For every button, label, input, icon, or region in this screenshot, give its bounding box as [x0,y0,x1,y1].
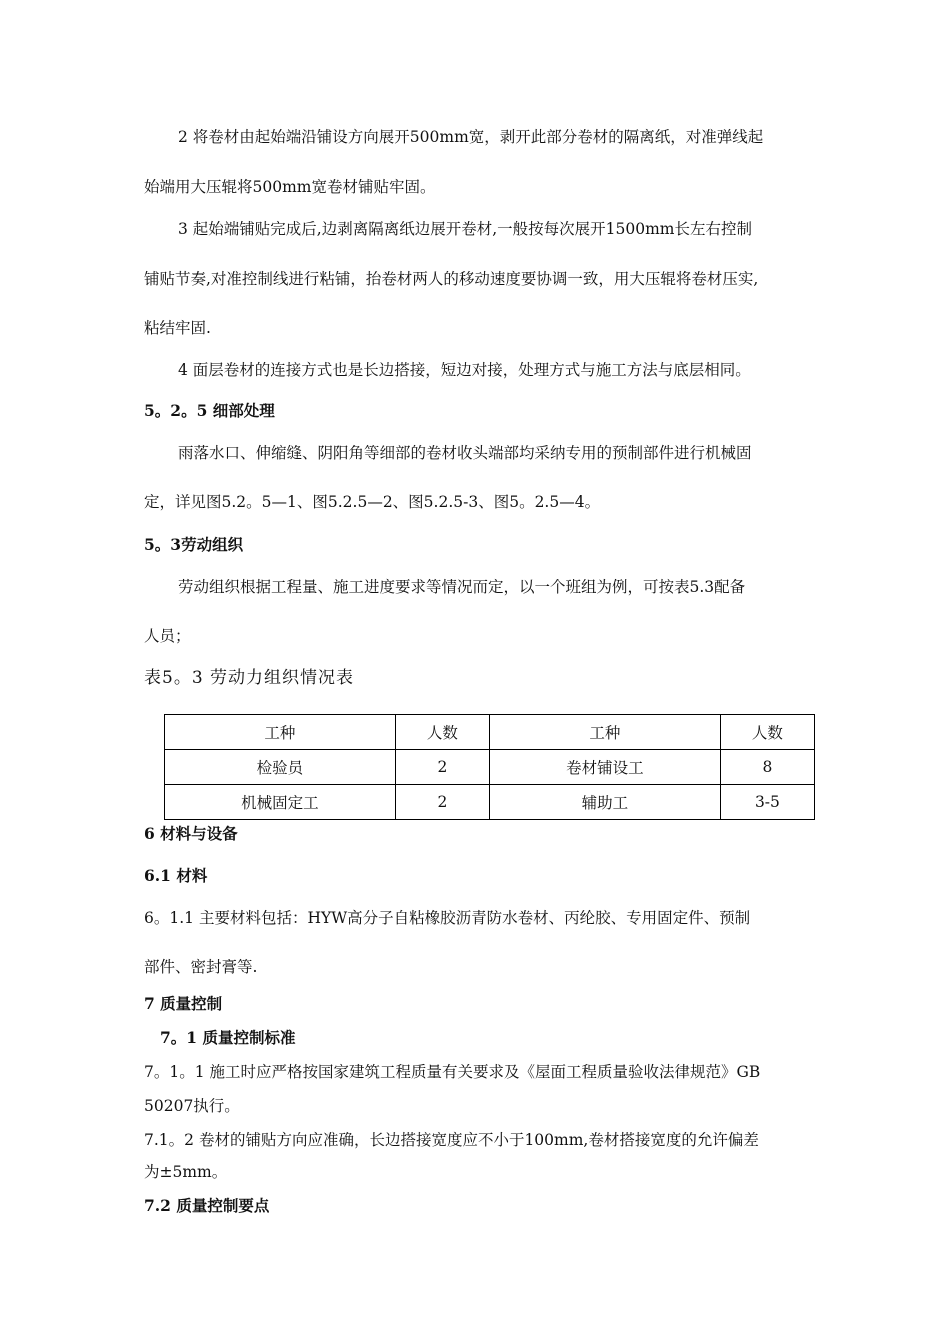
table-cell: 机械固定工 [165,785,396,820]
paragraph-7-1-2-line-2: 为±5mm。 [144,1163,228,1181]
heading-5-2-5: 5。2。5 细部处理 [144,401,275,420]
table-row [165,785,815,820]
table-cell: 检验员 [165,750,396,785]
table-header-cell: 工种 [165,715,396,750]
table-header-cell: 工种 [489,715,720,750]
table-header-row [165,715,815,750]
paragraph-step-2-line-1: 2 将卷材由起始端沿铺设方向展开500mm宽，剥开此部分卷材的隔离纸，对准弹线起 [178,128,764,146]
paragraph-step-3-line-3: 粘结牢固. [144,319,211,337]
table-cell: 3-5 [720,785,814,820]
paragraph-6-1-1-line-2: 部件、密封膏等. [144,958,258,976]
heading-6: 6 材料与设备 [144,824,238,843]
labor-organization-table [164,714,815,820]
paragraph-7-1-2-line-1: 7.1。2 卷材的铺贴方向应准确，长边搭接宽度应不小于100mm,卷材搭接宽度的允许偏差 [144,1131,759,1149]
heading-6-1: 6.1 材料 [144,866,208,885]
table-caption: 表5。3 劳动力组织情况表 [144,668,355,688]
paragraph-detail-line-2: 定，详见图5.2。5—1、图5.2.5—2、图5.2.5-3、图5。2.5—4。 [144,493,601,511]
table-cell: 8 [720,750,814,785]
table-header-cell: 人数 [395,715,489,750]
paragraph-7-1-1-line-1: 7。1。1 施工时应严格按国家建筑工程质量有关要求及《屋面工程质量验收法律规范》GB [144,1063,761,1081]
table-cell: 卷材铺设工 [489,750,720,785]
paragraph-step-3-line-1: 3 起始端铺贴完成后,边剥离隔离纸边展开卷材,一般按每次展开1500mm长左右控制 [178,220,752,238]
table-cell: 2 [395,785,489,820]
table-header-cell: 人数 [720,715,814,750]
paragraph-labor-line-1: 劳动组织根据工程量、施工进度要求等情况而定，以一个班组为例，可按表5.3配备 [178,578,746,596]
table-row [165,750,815,785]
paragraph-detail-line-1: 雨落水口、伸缩缝、阴阳角等细部的卷材收头端部均采纳专用的预制部件进行机械固 [178,444,752,462]
heading-7-1: 7。1 质量控制标准 [160,1028,296,1047]
paragraph-step-4: 4 面层卷材的连接方式也是长边搭接，短边对接，处理方式与施工方法与底层相同。 [178,361,751,379]
paragraph-step-2-line-2: 始端用大压辊将500mm宽卷材铺贴牢固。 [144,178,436,196]
paragraph-labor-line-2: 人员； [144,627,191,645]
table-cell: 辅助工 [489,785,720,820]
heading-7: 7 质量控制 [144,994,223,1013]
paragraph-step-3-line-2: 铺贴节奏,对准控制线进行粘铺，抬卷材两人的移动速度要协调一致，用大压辊将卷材压实, [144,270,759,288]
heading-5-3: 5。3劳动组织 [144,535,244,554]
heading-7-2: 7.2 质量控制要点 [144,1196,270,1215]
paragraph-7-1-1-line-2: 50207执行。 [144,1097,240,1115]
table-cell: 2 [395,750,489,785]
paragraph-6-1-1-line-1: 6。1.1 主要材料包括：HYW高分子自粘橡胶沥青防水卷材、丙纶胶、专用固定件、预制 [144,909,751,927]
